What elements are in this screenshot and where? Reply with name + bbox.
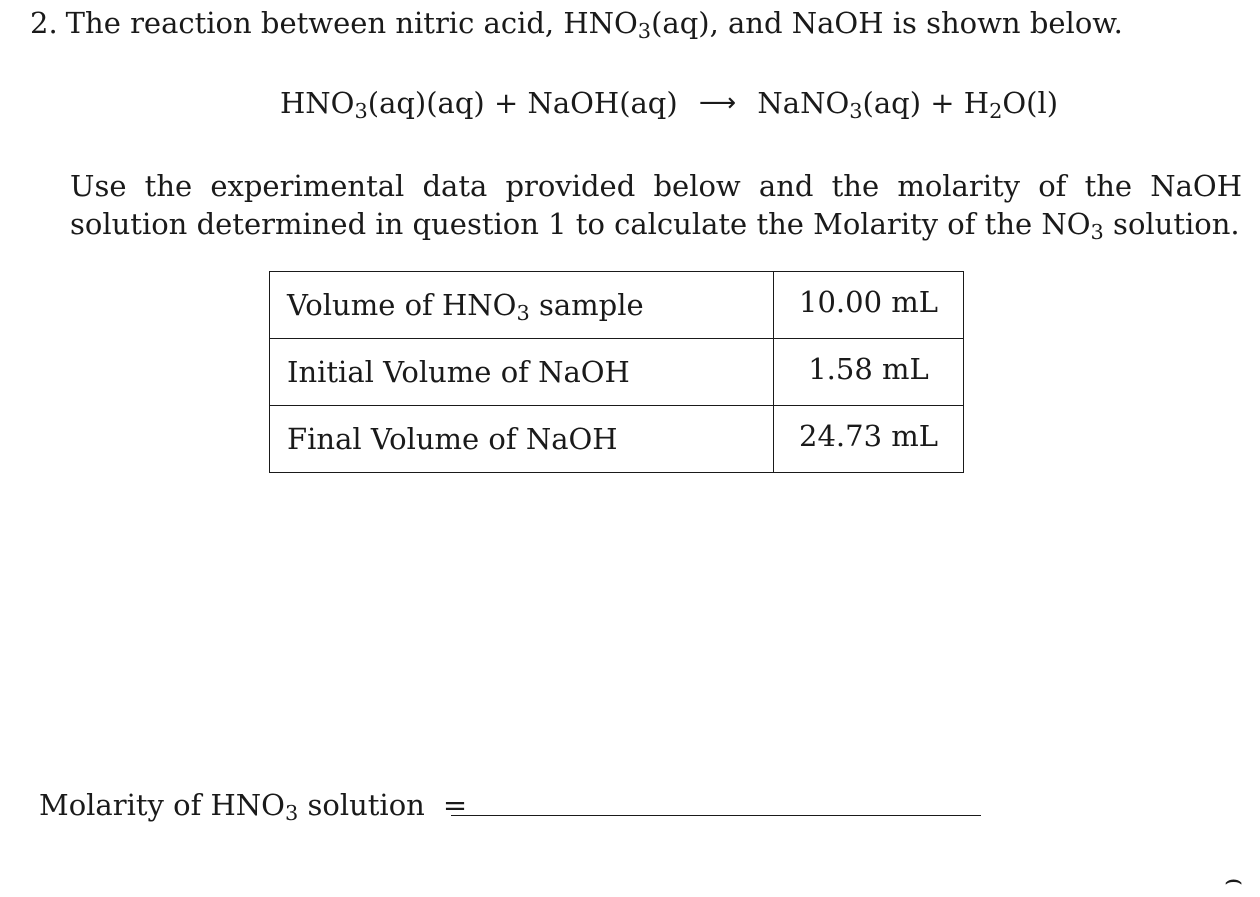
answer-blank-line[interactable] [451, 815, 981, 816]
answer-prompt [39, 788, 485, 826]
row-label [270, 406, 774, 473]
question-subscript: 3 [637, 19, 652, 44]
table-row [270, 272, 964, 339]
row-value: 24.73 mL [774, 406, 964, 473]
reaction-equation [280, 86, 1059, 124]
plus-sign: + [493, 86, 519, 120]
instructions-subscript: 3 [1090, 220, 1104, 245]
question-number: 2. [30, 6, 58, 40]
product-water-subscript: 2 [989, 99, 1003, 124]
reactant-hno3-subscript: 3 [354, 99, 368, 124]
instructions-text-after: solution. [1103, 207, 1240, 241]
question-heading [30, 6, 1123, 44]
instructions-text-before: Use the experimental data provided below and the molarity of the NaOH solution determined in question 1 to calculate the Molarity of the NO [70, 169, 1242, 241]
row-value: 10.00 mL [774, 272, 964, 339]
page-corner-mark: ⌢ [1224, 862, 1244, 896]
question-text-before: The reaction between nitric acid, HNO [65, 6, 638, 40]
product-water-h: H [963, 86, 990, 120]
equals-sign: = [442, 788, 468, 822]
table-row [270, 406, 964, 473]
row-label-text: Final Volume of NaOH [287, 422, 618, 456]
answer-label-before: Molarity of HNO [39, 788, 285, 822]
reactant-naoh: NaOH(aq) [527, 86, 678, 120]
row-label-subscript: 3 [516, 301, 530, 326]
product-water-rest: O(l) [1002, 86, 1059, 120]
instructions-paragraph [70, 167, 1242, 243]
answer-label-subscript: 3 [284, 801, 299, 826]
table-row [270, 339, 964, 406]
answer-label-after: solution [298, 788, 425, 822]
reactant-hno3: HNO [280, 86, 355, 120]
row-label [270, 339, 774, 406]
product-nano3-state: (aq) [862, 86, 922, 120]
product-nano3: NaNO [757, 86, 850, 120]
plus-sign: + [930, 86, 955, 120]
reaction-arrow-icon: ⟶ [698, 88, 737, 118]
row-label-text: Volume of HNO [287, 288, 517, 322]
row-label-suffix: sample [529, 288, 644, 322]
row-label-text: Initial Volume of NaOH [287, 355, 630, 389]
row-label [270, 272, 774, 339]
experimental-data-table [269, 271, 964, 473]
product-nano3-subscript: 3 [849, 99, 863, 124]
question-text-after: (aq), and NaOH is shown below. [651, 6, 1123, 40]
reactant-hno3-states: (aq)(aq) [367, 86, 485, 120]
row-value: 1.58 mL [774, 339, 964, 406]
